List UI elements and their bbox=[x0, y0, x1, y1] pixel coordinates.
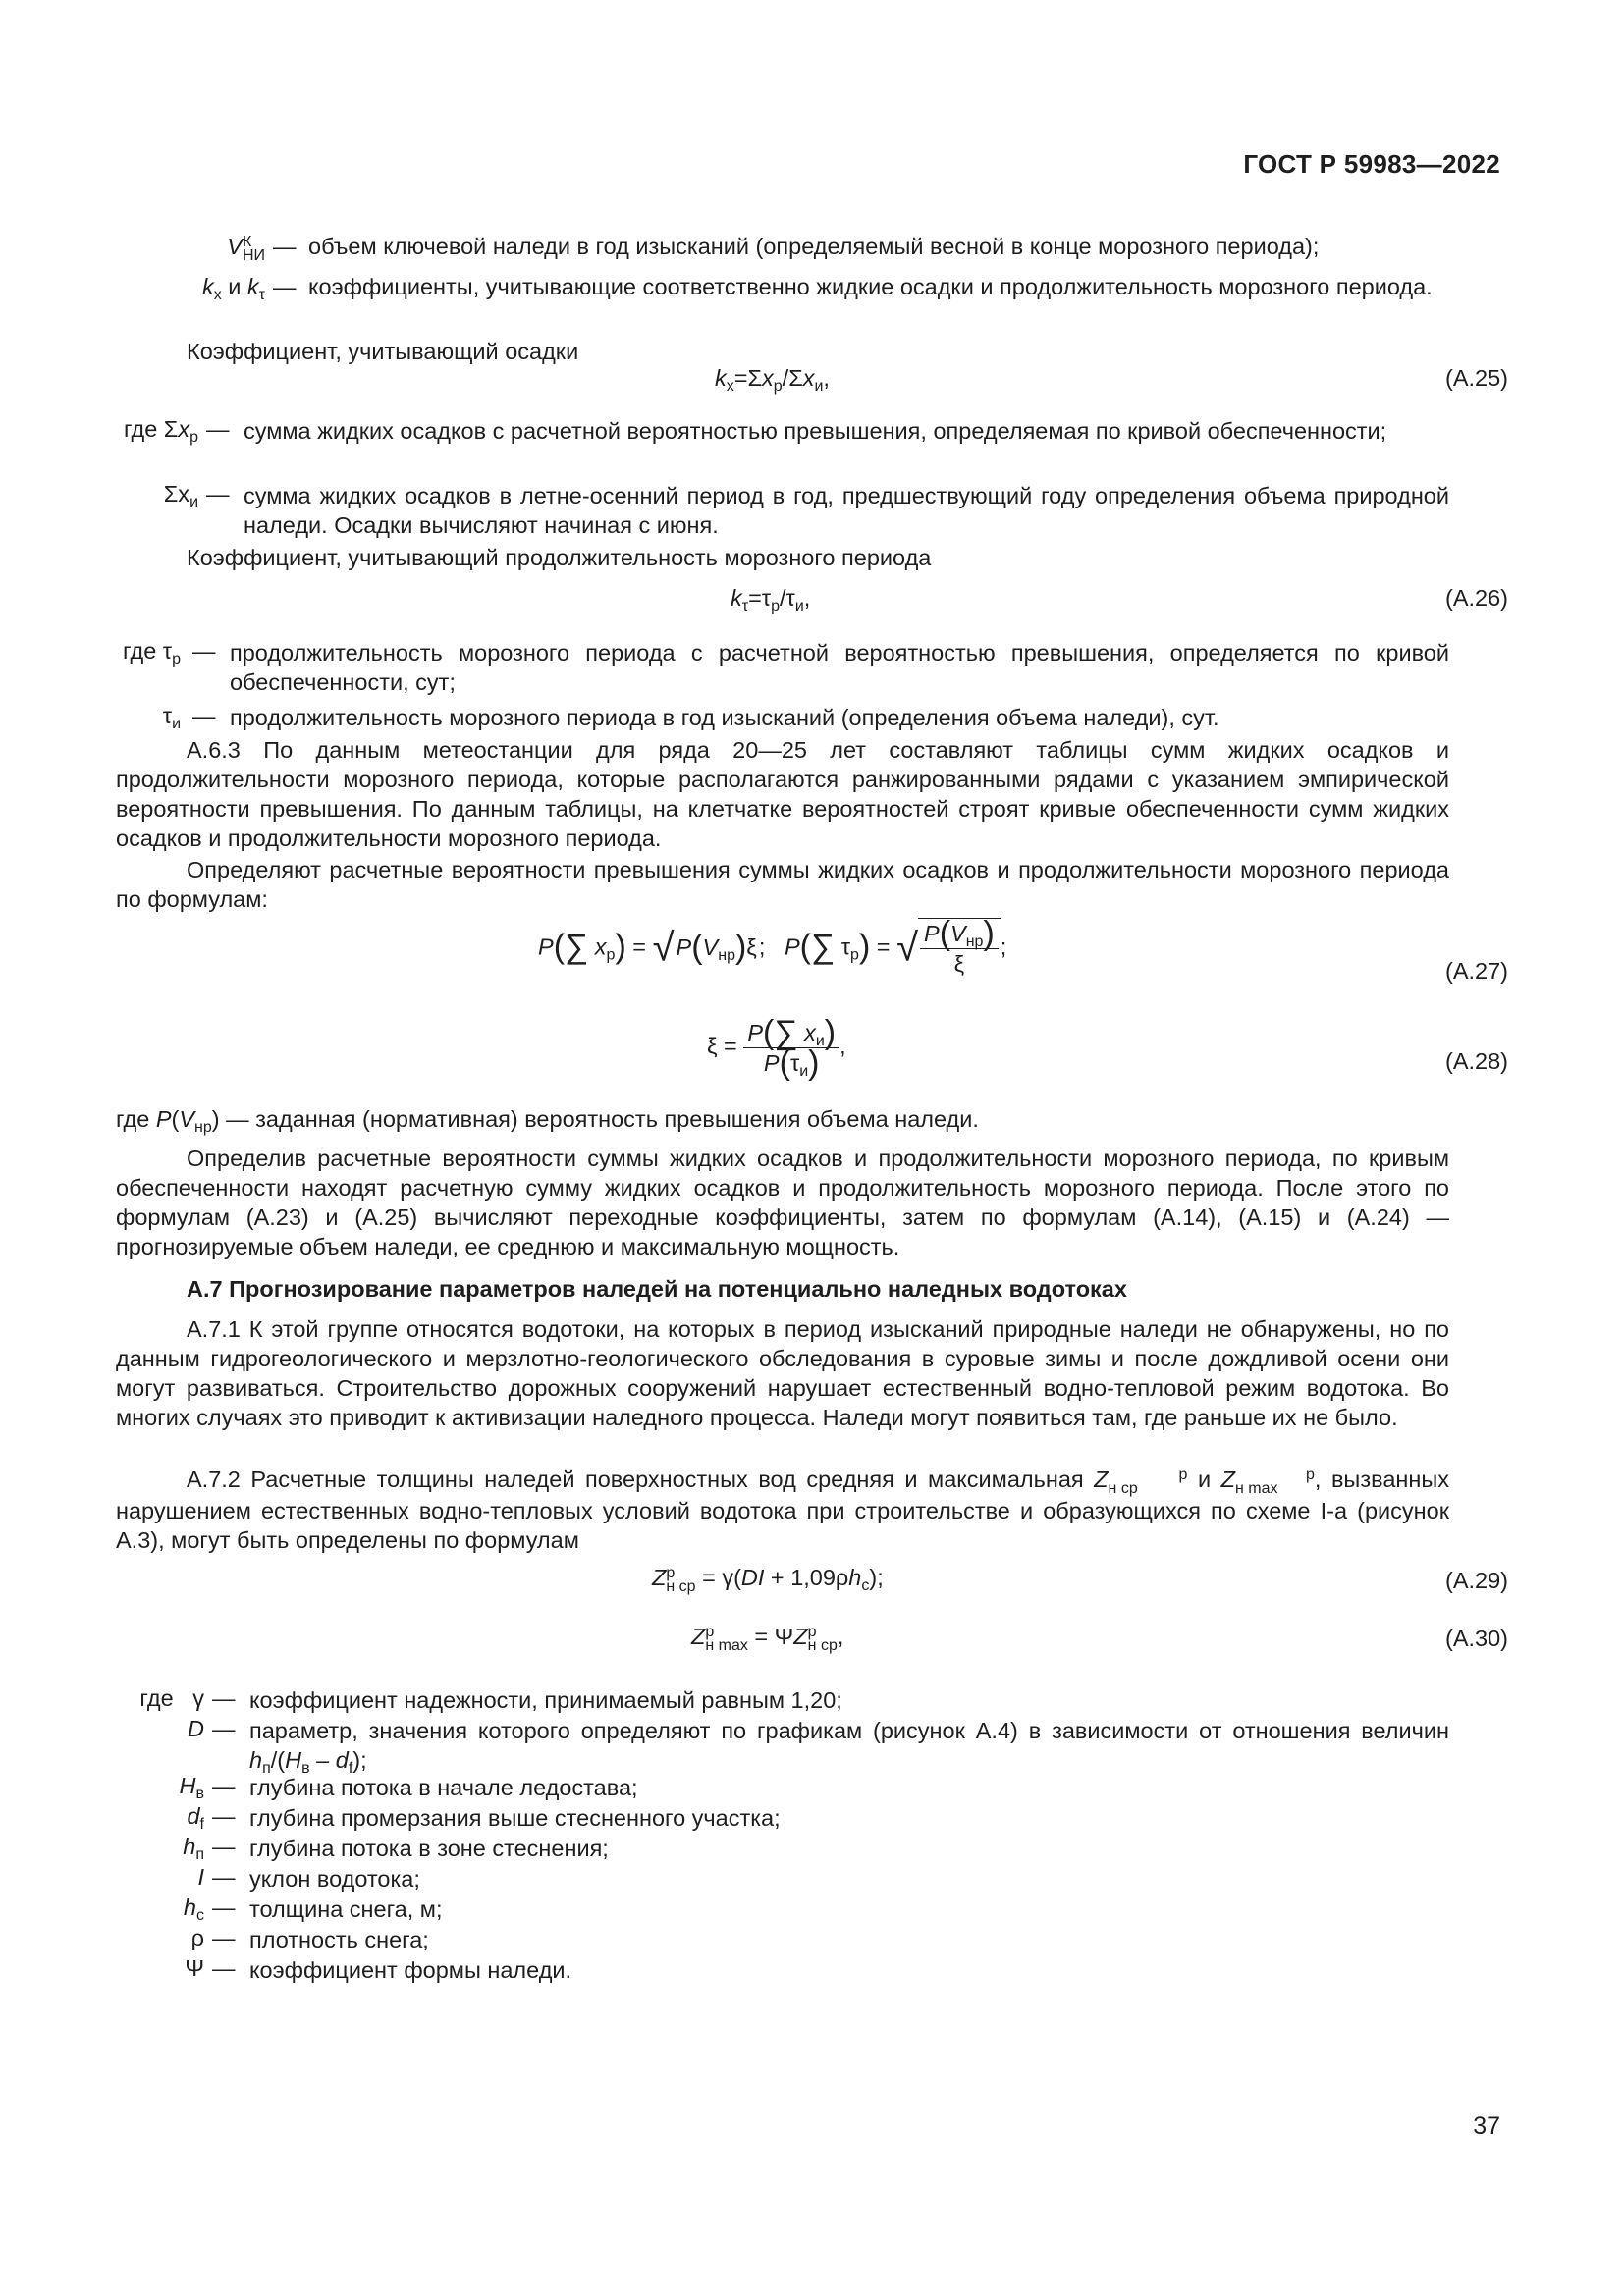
definition-text: сумма жидких осадков с расчетной вероятностью превышения, определяемая по кривой обеспеченности; bbox=[244, 418, 1387, 444]
paragraph-a63: А.6.3 По данным метеостанции для ряда 20—25 лет составляют таблицы сумм жидких осадков и продолжительности морозного периода, которые располагаются ранжированными рядами с указанием эмпирической вероятности превышения. По данным таблицы, на клетчатке вероятностей строят кривые обеспеченности сумм жидких осадков и продолжительности морозного периода. bbox=[116, 737, 1449, 851]
definition-term: ρ bbox=[190, 1925, 204, 1950]
definition-term: $\Sigma x_и$ bbox=[163, 481, 198, 510]
equation-number-a27: (А.27) bbox=[1445, 958, 1508, 984]
definition-dash: — bbox=[212, 1925, 236, 1950]
definition-term: $\tau_и$ bbox=[162, 703, 181, 732]
definition-text: толщина снега, м; bbox=[249, 1896, 443, 1922]
definition-dash: — bbox=[212, 1834, 236, 1859]
definition-text: объем ключевой наледи в год изысканий (определяемый весной в конце морозного периода); bbox=[308, 234, 1320, 259]
definition-dash: — bbox=[212, 1773, 236, 1798]
definition-text: глубина потока в начале ледостава; bbox=[249, 1775, 638, 1800]
equation-number-a25: (А.25) bbox=[1445, 365, 1508, 391]
definition-dash: — bbox=[212, 1716, 236, 1741]
definition-text: сумма жидких осадков в летне-осенний период в год, предшествующий году определения объема природной наледи. Осадки вычисляют начиная с июня. bbox=[244, 483, 1449, 538]
definition-dash: — bbox=[212, 1955, 236, 1981]
definition-term: $k_x$ и $k_\tau$ bbox=[201, 274, 265, 303]
page-number: 37 bbox=[1473, 2112, 1500, 2140]
definition-text: коэффициент надежности, принимаемый равным 1,20; bbox=[249, 1687, 842, 1713]
definition-text: продолжительность морозного периода в год изысканий (определения объема наледи), сут. bbox=[230, 705, 1219, 730]
definition-term: $H_в$ bbox=[179, 1773, 204, 1802]
definition-term: где $\Sigma x_р$ bbox=[123, 416, 198, 446]
section-heading-a7: А.7 Прогнозирование параметров наледей на потенциально наледных водотоках bbox=[187, 1276, 1127, 1302]
paragraph-a72: А.7.2 Расчетные толщины наледей поверхностных вод средняя и максимальная Z р н ср и Z р н max , вызванных нарушением естественных водно-тепловых условий водотока при строительстве и образующихся по схеме I-а (рисунок А.3), могут быть определены по формулам bbox=[116, 1467, 1449, 1553]
definition-dash: — bbox=[192, 638, 216, 664]
definition-text: глубина потока в зоне стеснения; bbox=[249, 1836, 609, 1861]
definition-term: $h_с$ bbox=[183, 1895, 204, 1924]
definition-term: I bbox=[197, 1864, 204, 1890]
equation-number-a26: (А.26) bbox=[1445, 585, 1508, 611]
definition-text: глубина промерзания выше стесненного участка; bbox=[249, 1805, 781, 1831]
definition-term: где $\tau_р$ bbox=[122, 638, 181, 667]
definition-dash: — bbox=[212, 1864, 236, 1890]
definition-text: заданная (нормативная) вероятность превышения объема наледи. bbox=[255, 1106, 979, 1132]
equation-a29: Zр н ср = $\gamma(DI + 1,09\rho h_с)$; bbox=[652, 1565, 884, 1595]
definition-term: Ψ bbox=[185, 1955, 204, 1981]
paragraph-coef-precip: Коэффициент, учитывающий осадки bbox=[187, 339, 579, 364]
definition-dash: — bbox=[212, 1685, 236, 1711]
definition-term: где γ bbox=[139, 1685, 204, 1711]
definition-term: $d_f$ bbox=[187, 1803, 204, 1833]
definition-term: VК НИ bbox=[227, 234, 265, 264]
definition-dash: — bbox=[206, 416, 230, 442]
definition-term: $h_п$ bbox=[183, 1834, 204, 1863]
document-header: ГОСТ Р 59983—2022 bbox=[1243, 149, 1500, 179]
equation-a28: ξ = $\frac{P(\sum x_и)}{P(\tau_и)}$ , bbox=[707, 1014, 846, 1082]
definition-text: коэффициенты, учитывающие соответственно жидкие осадки и продолжительность морозного периода. bbox=[308, 274, 1433, 299]
definition-dash: — bbox=[273, 234, 297, 259]
definition-term: где $P(V_{нр})$ bbox=[116, 1106, 220, 1136]
equation-number-a30: (А.30) bbox=[1445, 1626, 1508, 1651]
definition-dash: — bbox=[192, 703, 216, 728]
definition-text: продолжительность морозного периода с расчетной вероятностью превышения, определяется по кривой обеспеченности, сут; bbox=[230, 640, 1449, 695]
definition-item bbox=[116, 1106, 1451, 1136]
paragraph-a71: А.7.1 К этой группе относятся водотоки, на которых в период изысканий природные наледи не обнаружены, но по данным гидрогеологического и мерзлотно-геологического обследования в суровые зимы и после дождливой осени они могут развиваться. Строительство дорожных сооружений нарушает естественный водно-тепловой режим водотока. Во многих случаях это приводит к активизации наледного процесса. Наледи могут появиться там, где раньше их не было. bbox=[116, 1316, 1449, 1430]
definition-text: плотность снега; bbox=[249, 1927, 429, 1952]
definition-dash: — bbox=[212, 1803, 236, 1829]
paragraph-determine: Определяют расчетные вероятности превышения суммы жидких осадков и продолжительности морозного периода по формулам: bbox=[116, 857, 1449, 912]
equation-number-a29: (А.29) bbox=[1445, 1568, 1508, 1593]
paragraph-having: Определив расчетные вероятности суммы жидких осадков и продолжительности морозного периода, по кривым обеспеченности находят расчетную сумму жидких осадков и продолжительность морозного периода. После этого по формулам (А.23) и (А.25) вычисляют переходные коэффициенты, затем по формулам (А.14), (А.15) и (А.24) — прогнозируемые объем наледи, ее среднюю и максимальную мощность. bbox=[116, 1146, 1449, 1259]
equation-a30: Zр н max = ΨZр н ср, bbox=[691, 1624, 844, 1654]
definition-dash: — bbox=[273, 274, 297, 299]
definition-dash: — bbox=[206, 481, 230, 507]
equation-a27: P(∑ $x_р) = √P(V_{нр})\xi$; P(∑ $\tau_р$) = √ $\frac{P(V_{нр})}{\xi}$ ; bbox=[538, 915, 1007, 977]
definition-term: D bbox=[188, 1716, 204, 1741]
equation-a26: $k_\tau=\tau_р/\tau_и$, bbox=[731, 585, 811, 614]
equation-number-a28: (А.28) bbox=[1445, 1048, 1508, 1074]
definition-text: коэффициент формы наледи. bbox=[249, 1957, 572, 1983]
equation-a25: $k_x=\Sigma x_р/\Sigma x_и$, bbox=[715, 365, 830, 395]
definition-text: уклон водотока; bbox=[249, 1866, 420, 1892]
definition-dash: — bbox=[226, 1106, 256, 1132]
paragraph-coef-frost: Коэффициент, учитывающий продолжительность морозного периода bbox=[187, 545, 932, 570]
definition-dash: — bbox=[212, 1895, 236, 1920]
definition-text: параметр, значения которого определяют по графикам (рисунок А.4) в зависимости от отношения величин $h_п/(H_в - d_f)$; bbox=[249, 1718, 1449, 1777]
